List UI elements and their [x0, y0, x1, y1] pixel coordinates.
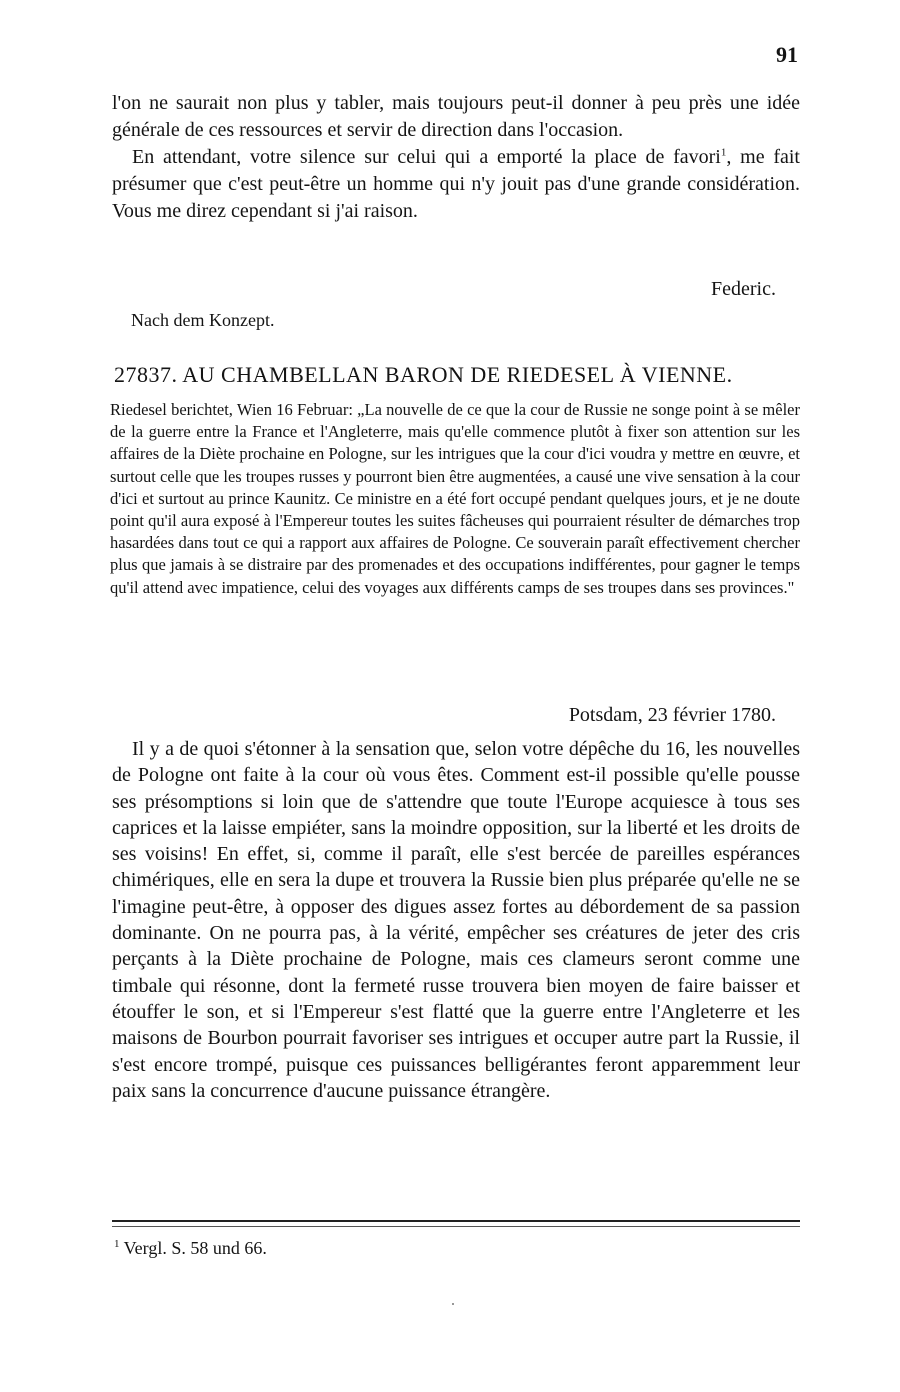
letter-body — [112, 736, 800, 1104]
letter-body-paragraph: Il y a de quoi s'étonner à la sensation que, selon votre dépêche du 16, les nouvelles de Pologne ont faite à la cour où vous êtes. Comment est-il possible qu'elle pousse ses présomptions si loin que de s'attendre que toute l'Europe acquiesce à tous ses caprices et la laisse empiéter, sans la moindre opposition, sur la liberté et les droits de ses voisins! En effet, si, comme il paraît, elle s'est bercée de pareilles espérances chimériques, elle en sera la dupe et trouvera la Russie bien plus préparée qu'elle ne se l'imagine peut-être, à opposer des digues assez fortes au débordement de sa passion dominante. On ne pourra pas, à la vérité, empêcher ses créatures de jeter des cris perçants à la Diète prochaine de Pologne, mais ces clameurs seront comme une timbale qui résonne, dont la fermeté russe trouvera bien moyen de faire baisser et étouffer le son, et si l'Empereur s'est flatté que la guerre entre l'Angleterre et les maisons de Bourbon pourrait favoriser ses intrigues et occuper autre part la Russie, il s'est encore trompé, puisque ces puissances belligérantes feront apparemment leur paix sans la concurrence d'aucune puissance étrangère. — [112, 738, 800, 1102]
page-number: 91 — [776, 42, 798, 67]
footnote-text: Vergl. S. 58 und 66. — [119, 1238, 267, 1258]
footnote-reference: 1 — [720, 146, 727, 159]
footnote-rule — [112, 1220, 800, 1222]
page-speck — [452, 1303, 454, 1305]
letter-heading: 27837. AU CHAMBELLAN BARON DE RIEDESEL À VIENNE. — [114, 362, 733, 387]
footnote-rule-thin — [112, 1226, 800, 1227]
top-continuation — [112, 90, 800, 225]
signature: Federic. — [711, 278, 776, 300]
favori-text-after: , me fait présumer que c'est peut-être un homme qui n'y jouit pas d'une grande considération. Vous me direz cependant si j'ai raison. — [112, 146, 800, 222]
report-summary: Riedesel berichtet, Wien 16 Februar: „La nouvelle de ce que la cour de Russie ne songe point à se mêler de la guerre entre la France et l'Angleterre, mais qu'elle commence plutôt à fixer son attention sur les affaires de la Diète prochaine en Pologne, sur les intrigues que la cour d'ici voudra y mettre en œuvre, et surtout celle que les troupes russes y pourront bien être augmentées, a causé une vive sensation à la cour d'ici et surtout au prince Kaunitz. Ce ministre en a été fort occupé pendant quelques jours, et je ne doute point qu'il aura exposé à l'Empereur toutes les suites fâcheuses qui pourraient résulter de démarches trop hasardées dans tout ce qui a rapport aux affaires de Pologne. Ce souverain paraît effectivement chercher plus que jamais à se distraire par des promenades et des occupations indifférentes, pour gagner le temps qu'il attend avec impatience, celui des voyages aux différents camps de ses troupes dans ses provinces." — [110, 400, 800, 597]
continuation-paragraph: l'on ne saurait non plus y tabler, mais toujours peut-il donner à peu près une idée générale de ces ressources et servir de direction dans l'occasion. — [112, 92, 800, 141]
favori-text-before: En attendant, votre silence sur celui qui a emporté la place de favori — [132, 146, 721, 168]
source-note: Nach dem Konzept. — [131, 310, 275, 330]
dateline: Potsdam, 23 février 1780. — [568, 704, 776, 726]
footnote — [114, 1238, 267, 1259]
footnote-marker: 1 — [114, 1238, 120, 1250]
favori-paragraph — [112, 144, 800, 225]
